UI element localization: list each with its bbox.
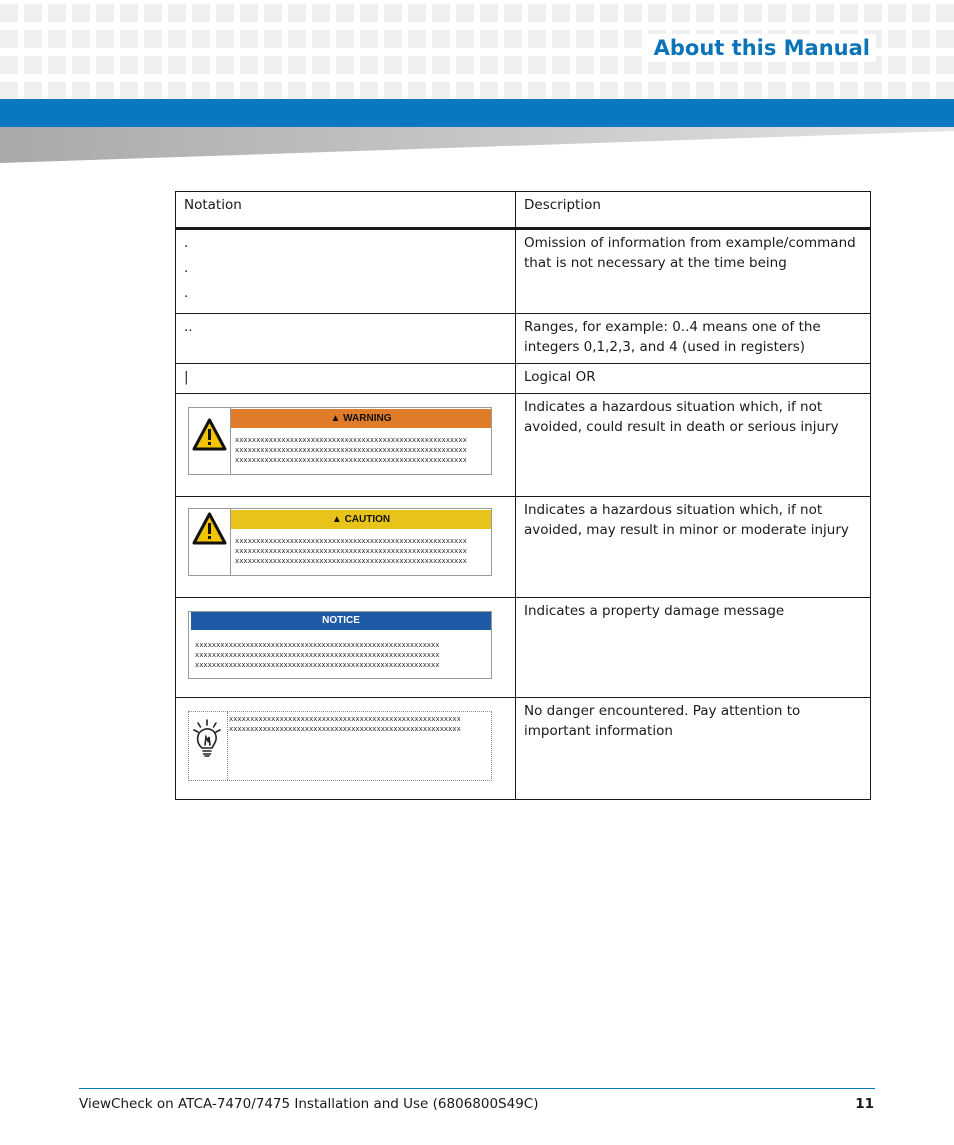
filler-line: xxxxxxxxxxxxxxxxxxxxxxxxxxxxxxxxxxxxxxxxxxxxxxxxxxxxxxx	[235, 537, 467, 545]
table-row	[176, 229, 871, 314]
footer-rule	[79, 1088, 875, 1089]
notation-table	[175, 191, 871, 800]
notice-banner: NOTICE	[191, 612, 491, 630]
warning-triangle-icon	[189, 509, 230, 575]
notation-cell: |	[176, 364, 516, 394]
warning-banner	[231, 409, 491, 428]
warning-label: WARNING	[343, 413, 392, 424]
notation-cell: ..	[176, 314, 516, 364]
description-cell: No danger encountered. Pay attention to important information	[516, 698, 871, 800]
description-cell: Indicates a hazardous situation which, if not avoided, could result in death or serious injury	[516, 394, 871, 497]
header-notation: Notation	[176, 192, 516, 229]
table-row	[176, 314, 871, 364]
filler-line: xxxxxxxxxxxxxxxxxxxxxxxxxxxxxxxxxxxxxxxxxxxxxxxxxxxxxxxxxx	[195, 651, 440, 659]
description-cell: Indicates a property damage message	[516, 598, 871, 698]
filler-line: xxxxxxxxxxxxxxxxxxxxxxxxxxxxxxxxxxxxxxxxxxxxxxxxxxxxxxx	[235, 456, 467, 464]
caution-icon-box	[189, 509, 231, 575]
tip-sample-box	[188, 711, 492, 781]
caution-sample-box	[188, 508, 492, 576]
description-cell: Logical OR	[516, 364, 871, 394]
section-title: About this Manual	[648, 34, 876, 62]
description-cell: Ranges, for example: 0..4 means one of the integers 0,1,2,3, and 4 (used in registers)	[516, 314, 871, 364]
table-row	[176, 497, 871, 598]
warning-triangle-icon	[189, 408, 230, 474]
warning-filler-text	[235, 435, 491, 465]
warning-triangle-icon: ▲	[331, 514, 342, 525]
header-gray-swoosh	[0, 127, 954, 163]
footer-document-title: ViewCheck on ATCA-7470/7475 Installation and Use (6806800S49C)	[79, 1096, 539, 1112]
filler-line: xxxxxxxxxxxxxxxxxxxxxxxxxxxxxxxxxxxxxxxxxxxxxxxxxxxxxxx	[235, 436, 467, 444]
tip-icon-box	[189, 712, 228, 780]
warning-icon-box	[189, 408, 231, 474]
description-cell: Omission of information from example/command that is not necessary at the time being	[516, 229, 871, 314]
filler-line: xxxxxxxxxxxxxxxxxxxxxxxxxxxxxxxxxxxxxxxxxxxxxxxxxxxxxxxxxx	[195, 641, 440, 649]
notation-cell	[176, 497, 516, 598]
tip-filler-text	[229, 714, 491, 734]
caution-filler-text	[235, 536, 491, 566]
caution-banner	[231, 510, 491, 529]
notation-cell	[176, 598, 516, 698]
table-row	[176, 394, 871, 497]
table-header-row	[176, 192, 871, 229]
notation-cell	[176, 698, 516, 800]
notation-cell	[176, 394, 516, 497]
caution-label: CAUTION	[344, 514, 391, 525]
page-number: 11	[855, 1096, 874, 1112]
header-description: Description	[516, 192, 871, 229]
filler-line: xxxxxxxxxxxxxxxxxxxxxxxxxxxxxxxxxxxxxxxxxxxxxxxxxxxxxxx	[235, 446, 467, 454]
lightbulb-icon	[189, 712, 227, 780]
description-cell: Indicates a hazardous situation which, if not avoided, may result in minor or moderate injury	[516, 497, 871, 598]
notice-filler-text	[195, 640, 491, 670]
table-row	[176, 364, 871, 394]
notice-sample-box	[188, 611, 492, 679]
table-row	[176, 598, 871, 698]
filler-line: xxxxxxxxxxxxxxxxxxxxxxxxxxxxxxxxxxxxxxxxxxxxxxxxxxxxxxx	[229, 715, 461, 723]
notation-cell	[176, 229, 516, 314]
warning-triangle-icon: ▲	[330, 413, 341, 424]
filler-line: xxxxxxxxxxxxxxxxxxxxxxxxxxxxxxxxxxxxxxxxxxxxxxxxxxxxxxx	[235, 547, 467, 555]
notation-dot: .	[184, 285, 189, 301]
filler-line: xxxxxxxxxxxxxxxxxxxxxxxxxxxxxxxxxxxxxxxxxxxxxxxxxxxxxxx	[229, 725, 461, 733]
filler-line: xxxxxxxxxxxxxxxxxxxxxxxxxxxxxxxxxxxxxxxxxxxxxxxxxxxxxxx	[235, 557, 467, 565]
notation-dot: .	[184, 260, 189, 276]
warning-sample-box	[188, 407, 492, 475]
header-blue-band	[0, 99, 954, 127]
notation-dot: .	[184, 235, 189, 251]
filler-line: xxxxxxxxxxxxxxxxxxxxxxxxxxxxxxxxxxxxxxxxxxxxxxxxxxxxxxxxxx	[195, 661, 440, 669]
table-row	[176, 698, 871, 800]
